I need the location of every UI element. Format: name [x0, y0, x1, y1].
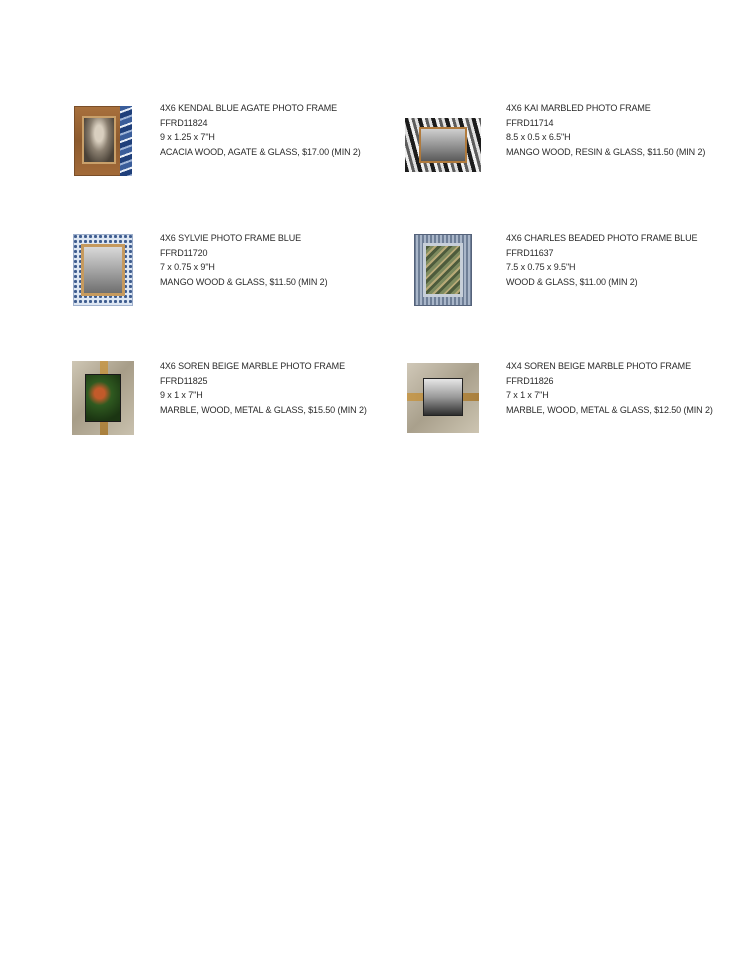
product-details: WOOD & GLASS, $11.00 (MIN 2) [506, 276, 638, 287]
product-details: MARBLE, WOOD, METAL & GLASS, $12.50 (MIN 2) [506, 404, 713, 415]
product-dimensions: 8.5 x 0.5 x 6.5"H [506, 132, 571, 142]
product-name: 4X4 SOREN BEIGE MARBLE PHOTO FRAME [506, 361, 691, 371]
product-image-charles-frame [398, 225, 488, 315]
product-image-kendal-frame [58, 96, 148, 186]
product-dimensions: 9 x 1.25 x 7"H [160, 132, 215, 142]
product-info [506, 359, 738, 417]
product-image-soren-4x4-frame [398, 353, 488, 443]
product-image-sylvie-frame [58, 225, 148, 315]
product-info [506, 231, 738, 289]
product-sku: FFRD11637 [506, 247, 554, 258]
product-sku: FFRD11720 [160, 247, 208, 258]
product-image-kai-frame [398, 96, 488, 186]
product-dimensions: 7.5 x 0.75 x 9.5"H [506, 262, 576, 272]
product-details: MANGO WOOD & GLASS, $11.50 (MIN 2) [160, 276, 328, 287]
product-name: 4X6 KAI MARBLED PHOTO FRAME [506, 103, 651, 113]
product-sku: FFRD11824 [160, 117, 208, 128]
product-sku: FFRD11825 [160, 375, 208, 386]
product-dimensions: 7 x 0.75 x 9"H [160, 262, 215, 272]
product-card-soren-4x4 [398, 353, 728, 443]
product-info [506, 101, 738, 159]
product-info [160, 101, 400, 159]
product-details: MANGO WOOD, RESIN & GLASS, $11.50 (MIN 2) [506, 146, 706, 157]
product-card-soren-4x6 [58, 353, 388, 443]
product-info [160, 231, 400, 289]
product-sku: FFRD11714 [506, 117, 554, 128]
product-card-charles [398, 225, 728, 315]
product-details: ACACIA WOOD, AGATE & GLASS, $17.00 (MIN 2) [160, 146, 361, 157]
product-card-sylvie [58, 225, 388, 315]
product-name: 4X6 CHARLES BEADED PHOTO FRAME BLUE [506, 233, 698, 243]
product-dimensions: 9 x 1 x 7"H [160, 390, 203, 400]
product-name: 4X6 KENDAL BLUE AGATE PHOTO FRAME [160, 103, 338, 113]
product-info [160, 359, 400, 417]
product-card-kendal [58, 96, 388, 186]
product-dimensions: 7 x 1 x 7"H [506, 390, 549, 400]
product-card-kai [398, 96, 728, 186]
product-name: 4X6 SYLVIE PHOTO FRAME BLUE [160, 233, 302, 243]
product-name: 4X6 SOREN BEIGE MARBLE PHOTO FRAME [160, 361, 345, 371]
product-details: MARBLE, WOOD, METAL & GLASS, $15.50 (MIN 2) [160, 404, 367, 415]
product-image-soren-4x6-frame [58, 353, 148, 443]
product-sku: FFRD11826 [506, 375, 554, 386]
